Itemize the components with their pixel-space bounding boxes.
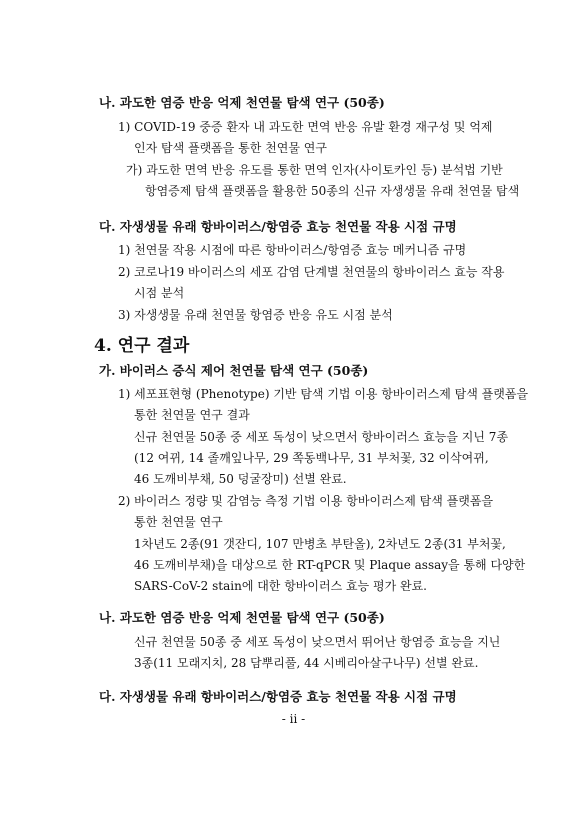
- list-item-continuation: 통한 천연물 연구 결과: [134, 408, 250, 422]
- result-text: 1차년도 2종(91 갯잔디, 107 만병초 부탄올), 2차년도 2종(31 부처꽃,: [134, 537, 506, 551]
- result-text: (12 여뀌, 14 졸깨잎나무, 29 쪽동백나무, 31 부처꽃, 32 이삭여뀌,: [134, 451, 489, 465]
- list-item: 2) 바이러스 정량 및 감염능 측정 기법 이용 항바이러스제 탐색 플랫폼을: [118, 494, 494, 508]
- list-item: 2) 코로나19 바이러스의 세포 감염 단계별 천연물의 항바이러스 효능 작용: [118, 265, 505, 279]
- result-text: 46 도깨비부채)을 대상으로 한 RT-qPCR 및 Plaque assay을 통해 다양한: [134, 558, 526, 572]
- result-text: 3종(11 모래지치, 28 담뿌리풀, 44 시베리아살구나무) 선별 완료.: [134, 656, 479, 670]
- section-heading: 다. 자생생물 유래 항바이러스/항염증 효능 천연물 작용 시점 규명: [99, 689, 457, 704]
- list-item: 3) 자생생물 유래 천연물 항염증 반응 유도 시점 분석: [118, 308, 393, 322]
- section-heading: 나. 과도한 염증 반응 억제 천연물 탐색 연구 (50종): [99, 95, 385, 110]
- list-item: 1) 세포표현형 (Phenotype) 기반 탐색 기법 이용 항바이러스제 탐색 플랫폼을: [118, 387, 529, 401]
- list-subitem-continuation: 항염증제 탐색 플랫폼을 활용한 50종의 신규 자생생물 유래 천연물 탐색: [145, 184, 520, 198]
- list-subitem: 가) 과도한 면역 반응 유도를 통한 면역 인자(사이토카인 등) 분석법 기반: [126, 163, 503, 177]
- list-item: 1) 천연물 작용 시점에 따른 항바이러스/항염증 효능 메커니즘 규명: [118, 243, 467, 257]
- section-heading: 가. 바이러스 증식 제어 천연물 탐색 연구 (50종): [99, 363, 369, 378]
- list-item: 1) COVID-19 중증 환자 내 과도한 면역 반응 유발 환경 재구성 및 억제: [118, 120, 493, 134]
- list-item-continuation: 시점 분석: [134, 286, 185, 300]
- result-text: 신규 천연물 50종 중 세포 독성이 낮으면서 뛰어난 항염증 효능을 지닌: [134, 635, 501, 649]
- chapter-heading: 4. 연구 결과: [94, 336, 190, 356]
- page-number: - ii -: [281, 712, 306, 726]
- result-text: 46 도깨비부채, 50 덩굴장미) 선별 완료.: [134, 472, 347, 486]
- list-item-continuation: 인자 탐색 플랫폼을 통한 천연물 연구: [134, 141, 327, 155]
- result-text: 신규 천연물 50종 중 세포 독성이 낮으면서 항바이러스 효능을 지닌 7종: [134, 430, 509, 444]
- section-heading: 다. 자생생물 유래 항바이러스/항염증 효능 천연물 작용 시점 규명: [99, 219, 457, 234]
- list-item-continuation: 통한 천연물 연구: [134, 515, 223, 529]
- result-text: SARS-CoV-2 stain에 대한 항바이러스 효능 평가 완료.: [134, 579, 427, 593]
- section-heading: 나. 과도한 염증 반응 억제 천연물 탐색 연구 (50종): [99, 610, 385, 625]
